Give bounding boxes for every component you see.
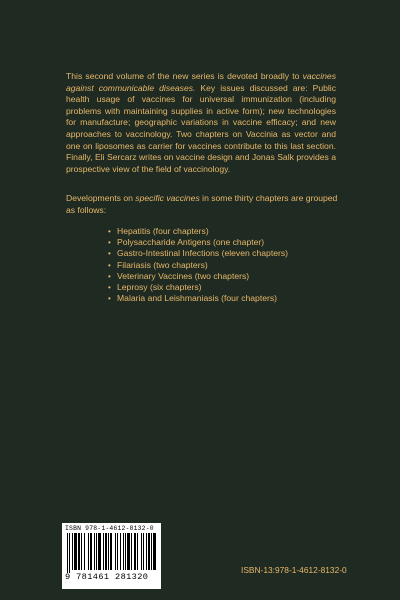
bullet-icon: • [108,227,111,236]
list-item-label: Malaria and Leishmaniasis (four chapters) [117,293,278,304]
intro-emphasis: vaccines against communicable diseases. [66,71,336,93]
list-item-label: Polysaccharide Antigens (one chapter) [117,237,265,248]
list-item [108,293,288,304]
developments-paragraph [66,193,341,216]
intro-paragraph [66,71,336,175]
list-item [108,271,288,282]
barcode-box [62,523,161,589]
bullet-icon: • [108,271,111,281]
list-item [108,248,288,259]
developments-text-part1: Developments on [66,193,136,203]
list-item-label: Filariasis (two chapters) [117,259,208,270]
list-item [108,226,288,237]
list-item [108,282,288,293]
developments-emphasis: specific vaccines [135,193,200,203]
bullet-icon: • [108,283,111,293]
bullet-icon: • [108,238,111,248]
isbn-13-label: ISBN-13:978-1-4612-8132-0 [241,565,347,575]
intro-text-part2: Key issues discussed are: Public health usage of vaccines for universal immunization (including problems with maintaining supplies in active form); new technologies for manufacture; geographic variations in vaccine efficacy; and new approaches to vaccinology. Two chapters on Vaccinia as vector and one on liposomes as carrier for vaccines contribute to this last section. Finally, Eli Sercarz writes on vaccine design and Jonas Salk provides a prospective view of the field of vaccinology. [66,82,336,174]
list-item-label: Leprosy (six chapters) [117,282,202,293]
bullet-icon: • [108,294,111,304]
barcode-isbn-label: ISBN 978-1-4612-8132-0 [65,525,154,532]
list-item-label: Gastro-Intestinal Infections (eleven chapters) [117,248,289,259]
list-item-label: Veterinary Vaccines (two chapters) [117,270,250,281]
bullet-icon: • [108,260,111,270]
list-item [108,237,288,248]
barcode-number: 9 781461 281320 [65,572,149,582]
barcode-bars-icon [65,533,158,573]
vaccine-groups-list [108,226,288,304]
list-item-label: Hepatitis (four chapters) [117,226,209,236]
bullet-icon: • [108,249,111,259]
list-item [108,260,288,271]
intro-text-part1: This second volume of the new series is devoted broadly to [66,71,303,81]
developments-text-part2: in some thirty chapters are grouped as follows: [66,193,338,215]
